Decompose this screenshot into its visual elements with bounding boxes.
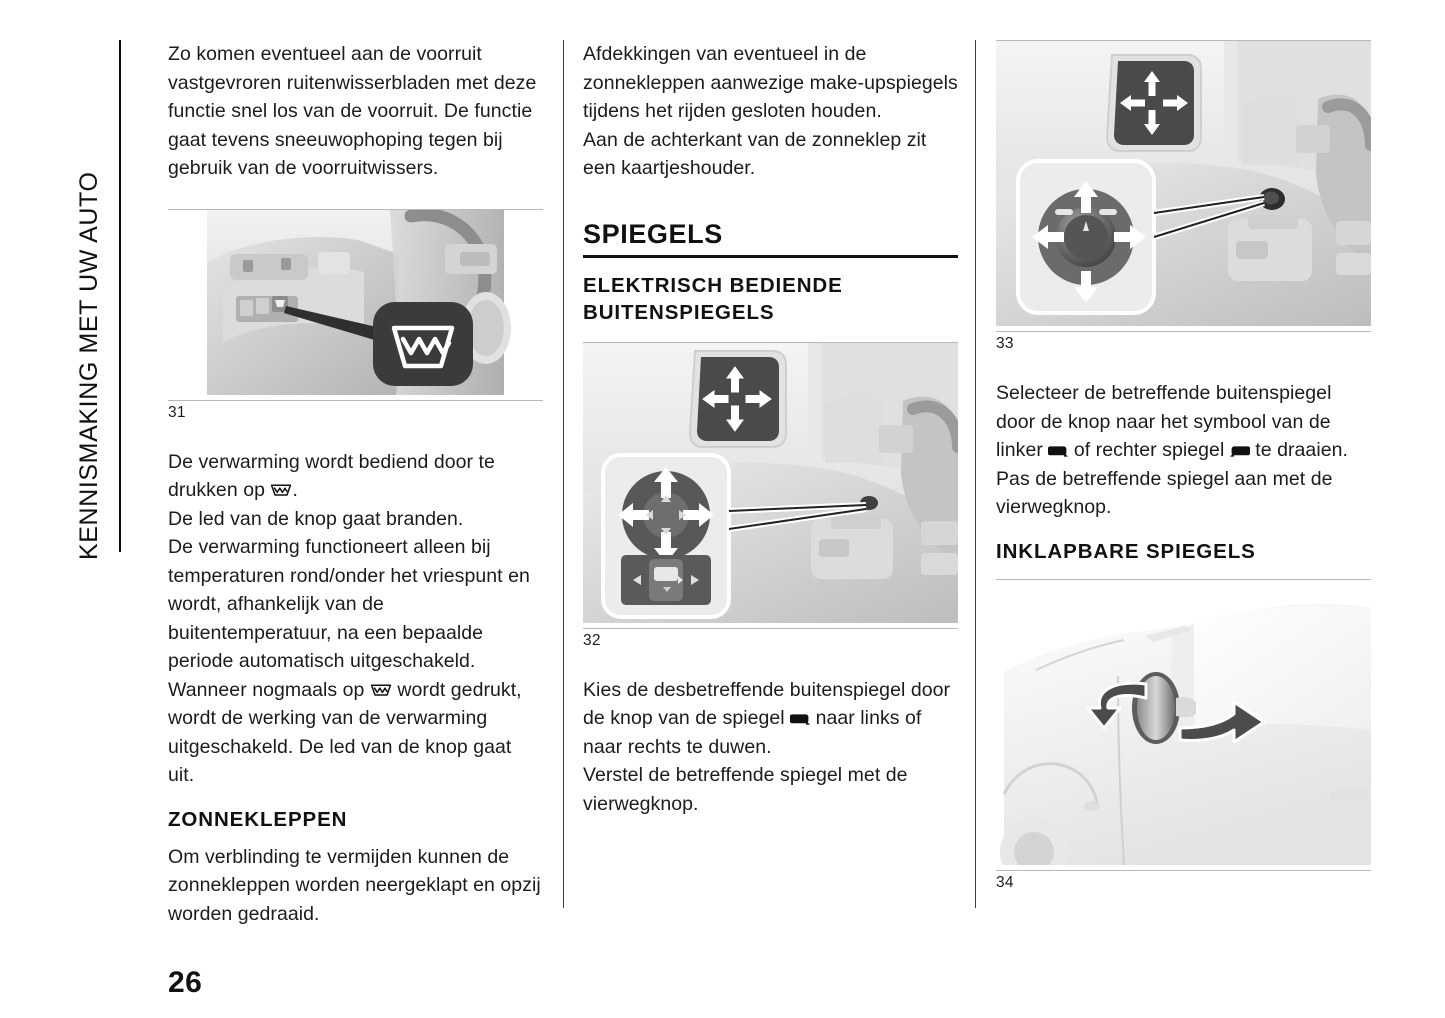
figure-34-image	[996, 580, 1371, 870]
column-divider-1	[563, 40, 564, 908]
mirror-rotate-text-3: te draaien.	[1249, 439, 1348, 461]
left-mirror-icon	[1048, 444, 1068, 458]
column-3	[996, 40, 1371, 892]
mirror-rotate-text-1: Selecteer de betreffende buitenspiegel door de knop naar het symbool van de linker	[996, 382, 1332, 461]
mirror-rotary-knob-illustration	[996, 41, 1371, 326]
figure-33-image	[996, 41, 1371, 331]
mirror-select-text-2: naar links of naar rechts te duwen.	[583, 707, 922, 758]
folding-mirror-illustration	[996, 580, 1371, 865]
figure-33-bottom-rule	[996, 331, 1371, 332]
heading-spiegels: SPIEGELS	[583, 218, 723, 249]
figure-33-caption: 33	[996, 335, 1014, 352]
heater-operation-text-1: De verwarming wordt bediend door te drukken op	[168, 450, 495, 501]
dashboard-defrost-illustration	[168, 210, 543, 395]
figure-34-caption: 34	[996, 873, 1014, 891]
left-mirror-icon	[790, 712, 810, 726]
heading-elektrisch-bediende-buitenspiegels: ELEKTRISCH BEDIENDE BUITENSPIEGELS	[583, 273, 843, 324]
sunvisor-cardholder-paragraph: Aan de achterkant van de zonneklep zit een kaartjeshouder.	[583, 128, 927, 179]
mirror-select-paragraph	[583, 676, 958, 762]
figure-32	[583, 342, 958, 650]
zonnekleppen-paragraph: Om verblinding te vermijden kunnen de zonnekleppen worden neergeklapt en opzij worden gedraaid.	[168, 845, 541, 925]
mirror-fourway-paragraph: Pas de betreffende spiegel aan met de vierwegknop.	[996, 467, 1333, 518]
mirror-switch-illustration	[583, 343, 958, 623]
mirror-rotate-select-paragraph	[996, 379, 1371, 465]
figure-32-image	[583, 343, 958, 628]
figure-31	[168, 209, 543, 422]
column-1	[168, 40, 543, 928]
figure-31-image	[168, 210, 543, 400]
windshield-heating-icon	[270, 482, 292, 498]
figure-34-bottom-rule	[996, 870, 1371, 871]
figure-33	[996, 40, 1371, 353]
running-head	[72, 40, 128, 560]
figure-31-caption: 31	[168, 403, 186, 421]
column-2	[583, 40, 958, 818]
figure-31-bottom-rule	[168, 400, 543, 401]
heater-operation-text-2: .	[292, 479, 298, 501]
heater-conditions-paragraph: De verwarming functioneert alleen bij temperaturen rond/onder het vriespunt en wordt, afhankelijk van de buitentemperatuur, na een bepaalde periode automatisch uitgeschakeld.	[168, 536, 530, 672]
running-head-label: KENNISMAKING MET UW AUTO	[75, 171, 103, 560]
windshield-heating-icon	[370, 682, 392, 698]
heater-off-paragraph	[168, 676, 543, 790]
page-number: 26	[168, 966, 203, 999]
heater-off-text-1: Wanneer nogmaals op	[168, 678, 370, 701]
heater-off-text-2: wordt gedrukt, wordt de werking van de verwarming uitgeschakeld. De led van de knop gaat uit.	[168, 678, 522, 786]
figure-32-bottom-rule	[583, 628, 958, 629]
mirror-rotate-text-2: of rechter spiegel	[1068, 439, 1230, 461]
figure-34	[996, 579, 1371, 892]
right-mirror-icon	[1230, 444, 1250, 458]
intro-paragraph: Zo komen eventueel aan de voorruit vastgevroren ruitenwisserbladen met deze functie snel los van de voorruit. De functie gaat tevens sneeuwophoping tegen bij gebruik van de voorruitwissers.	[168, 43, 537, 179]
spiegels-rule	[583, 255, 958, 258]
heater-led-paragraph: De led van de knop gaat branden.	[168, 507, 464, 530]
heading-zonnekleppen: ZONNEKLEPPEN	[168, 807, 348, 831]
mirror-adjust-paragraph: Verstel de betreffende spiegel met de vierwegknop.	[583, 764, 908, 815]
column-divider-2	[975, 40, 976, 908]
heading-inklapbare-spiegels: INKLAPBARE SPIEGELS	[996, 539, 1256, 563]
mirror-select-text-1: Kies de desbetreffende buitenspiegel door de knop van de spiegel	[583, 678, 951, 729]
figure-32-caption: 32	[583, 631, 601, 649]
sunvisor-cover-paragraph: Afdekkingen van eventueel in de zonnekleppen aanwezige make-upspiegels tijdens het rijden gesloten houden.	[583, 43, 958, 122]
running-head-rule	[119, 40, 121, 552]
heater-operation-paragraph	[168, 448, 543, 505]
